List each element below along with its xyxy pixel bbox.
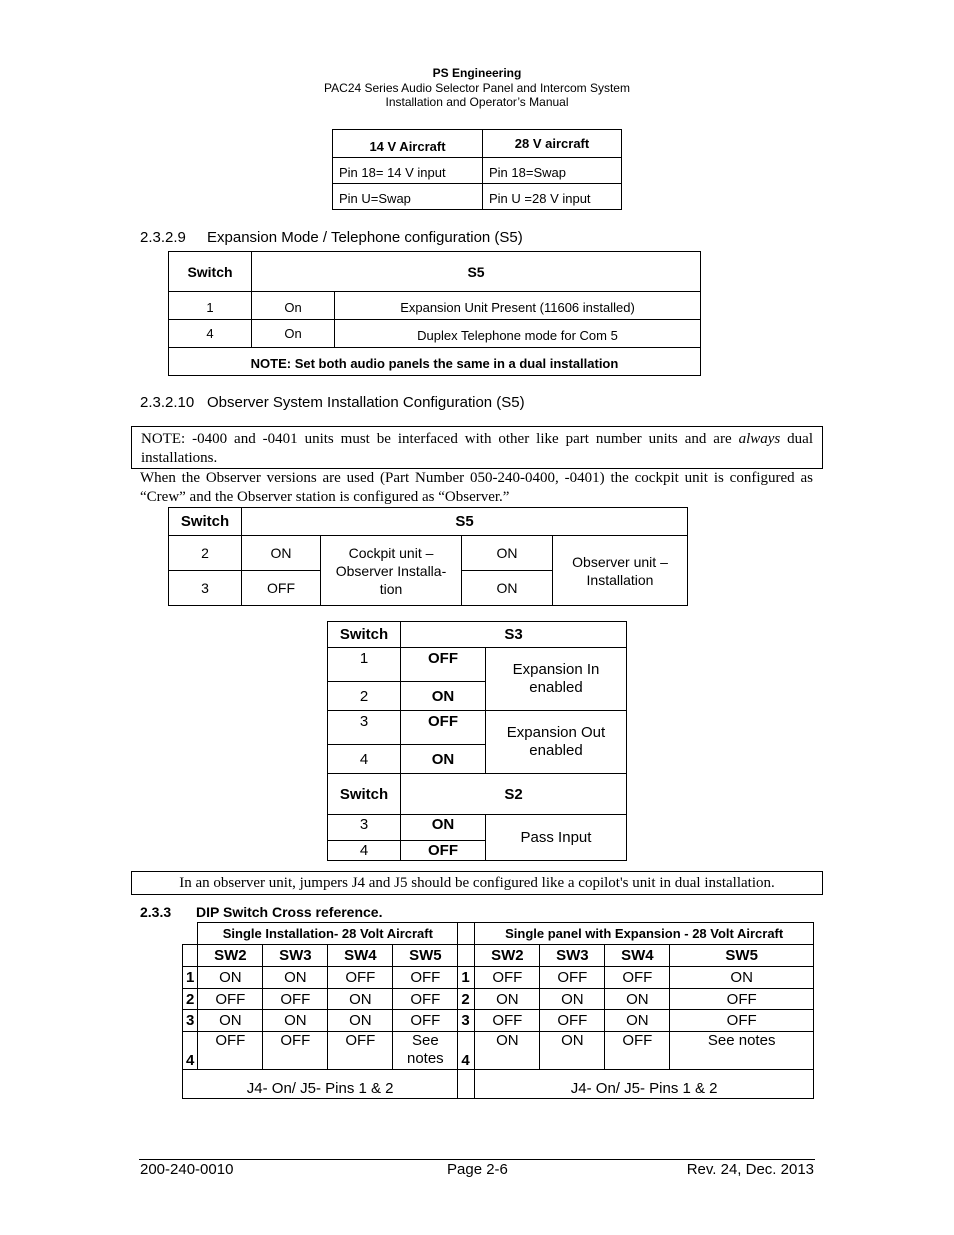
observer-s5-table <box>168 507 688 606</box>
voltage-cell: Pin U =28 V input <box>483 184 622 210</box>
s3-state-cell: OFF <box>401 711 486 745</box>
s5-switch-cell: 1 <box>169 292 252 320</box>
dip-cell: ON <box>540 1032 605 1070</box>
dip-cell: ON <box>263 967 328 989</box>
note-box <box>131 426 823 469</box>
dip-col-header: SW4 <box>328 945 393 967</box>
dip-cell: ON <box>328 989 393 1010</box>
dip-cell: See notes <box>670 1032 814 1070</box>
obs-header-switch: Switch <box>169 508 242 536</box>
dip-cross-reference-table <box>182 922 814 1099</box>
footer-rule <box>139 1159 815 1160</box>
section-title: DIP Switch Cross reference. <box>196 904 383 920</box>
s3-expansion-in: Expansion In enabled <box>486 648 627 711</box>
dip-gap <box>458 945 475 967</box>
section-title: Observer System Installation Configuration (S5) <box>207 394 525 411</box>
dip-cell: ON <box>475 1032 540 1070</box>
section-number: 2.3.3 <box>140 904 172 920</box>
dip-gap <box>458 923 475 945</box>
obs-state-cell: ON <box>462 571 553 606</box>
s2-header-s2: S2 <box>401 774 627 815</box>
dip-row-num: 2 <box>183 989 198 1010</box>
s2-switch-cell: 3 <box>328 815 401 841</box>
note-text: dual installations. <box>141 431 813 466</box>
header-company: PS Engineering <box>432 66 522 80</box>
obs-observer-label: Observer unit – Installation <box>553 536 688 606</box>
s2-pass-input: Pass Input <box>486 815 627 861</box>
dip-row-num: 3 <box>458 1010 475 1032</box>
dip-corner <box>183 923 198 945</box>
dip-corner <box>183 945 198 967</box>
observer-paragraph: When the Observer versions are used (Part Number 050-240-0400, -0401) the cockpit unit is configured as “Crew” and the Observer station is configured as “Observer.” <box>140 470 813 505</box>
s5-header-s5: S5 <box>252 252 701 292</box>
dip-cell: OFF <box>198 1032 263 1070</box>
dip-cell: OFF <box>540 967 605 989</box>
jumper-note: In an observer unit, jumpers J4 and J5 should be configured like a copilot's unit in dual installation. <box>131 871 823 895</box>
dip-cell: OFF <box>670 1010 814 1032</box>
dip-cell: ON <box>540 989 605 1010</box>
dip-row-num: 1 <box>458 967 475 989</box>
s3-state-cell: ON <box>401 682 486 711</box>
s3-switch-cell: 4 <box>328 745 401 774</box>
dip-row-num: 1 <box>183 967 198 989</box>
dip-cell: ON <box>198 1010 263 1032</box>
dip-cell: See notes <box>393 1032 458 1070</box>
dip-cell: OFF <box>605 1032 670 1070</box>
dip-row-num: 4 <box>183 1032 198 1070</box>
s3-switch-cell: 3 <box>328 711 401 745</box>
dip-cell: OFF <box>198 989 263 1010</box>
obs-state-cell: OFF <box>242 571 321 606</box>
dip-col-header: SW2 <box>475 945 540 967</box>
dip-right-footer: J4- On/ J5- Pins 1 & 2 <box>475 1070 814 1099</box>
dip-right-title: Single panel with Expansion - 28 Volt Aircraft <box>475 923 814 945</box>
dip-left-title: Single Installation- 28 Volt Aircraft <box>198 923 458 945</box>
footer-page: Page 2-6 <box>447 1161 508 1178</box>
s5-expansion-table <box>168 251 701 376</box>
dip-col-header: SW5 <box>393 945 458 967</box>
footer-revision: Rev. 24, Dec. 2013 <box>686 1161 814 1178</box>
dip-gap <box>458 1070 475 1099</box>
dip-cell: OFF <box>475 1010 540 1032</box>
header-manual: Installation and Operator’s Manual <box>385 95 569 109</box>
dip-left-footer: J4- On/ J5- Pins 1 & 2 <box>183 1070 458 1099</box>
s5-state-cell: On <box>252 292 335 320</box>
dip-col-header: SW4 <box>605 945 670 967</box>
s3-switch-cell: 1 <box>328 648 401 682</box>
s5-desc-cell: Duplex Telephone mode for Com 5 <box>335 320 701 348</box>
dip-cell: ON <box>263 1010 328 1032</box>
dip-cell: OFF <box>393 967 458 989</box>
dip-cell: OFF <box>263 989 328 1010</box>
s5-switch-cell: 4 <box>169 320 252 348</box>
s5-header-switch: Switch <box>169 252 252 292</box>
dip-cell: ON <box>605 989 670 1010</box>
obs-cockpit-label: Cockpit unit – Observer Installa-tion <box>321 536 462 606</box>
dip-cell: OFF <box>475 967 540 989</box>
dip-col-header: SW3 <box>540 945 605 967</box>
s2-state-cell: ON <box>401 815 486 841</box>
voltage-cell: Pin 18=Swap <box>483 158 622 184</box>
dip-cell: OFF <box>393 989 458 1010</box>
s2-state-cell: OFF <box>401 841 486 861</box>
s3-s2-table <box>327 621 627 861</box>
header-product: PAC24 Series Audio Selector Panel and Intercom System <box>324 81 630 95</box>
dip-col-header: SW2 <box>198 945 263 967</box>
section-title: Expansion Mode / Telephone configuration (S5) <box>207 229 523 246</box>
obs-state-cell: ON <box>242 536 321 571</box>
s3-header-s3: S3 <box>401 622 627 648</box>
dip-cell: OFF <box>328 1032 393 1070</box>
dip-cell: ON <box>670 967 814 989</box>
voltage-table <box>332 129 622 210</box>
note-emphasis: always <box>738 431 781 447</box>
s5-note: NOTE: Set both audio panels the same in a dual installation <box>169 348 701 376</box>
s3-state-cell: ON <box>401 745 486 774</box>
dip-cell: OFF <box>328 967 393 989</box>
voltage-cell: Pin U=Swap <box>333 184 483 210</box>
dip-cell: OFF <box>540 1010 605 1032</box>
s3-switch-cell: 2 <box>328 682 401 711</box>
dip-cell: ON <box>328 1010 393 1032</box>
obs-switch-cell: 3 <box>169 571 242 606</box>
s2-switch-cell: 4 <box>328 841 401 861</box>
dip-col-header: SW3 <box>263 945 328 967</box>
dip-cell: ON <box>198 967 263 989</box>
section-number: 2.3.2.9 <box>140 229 186 246</box>
dip-cell: ON <box>475 989 540 1010</box>
voltage-header-14v: 14 V Aircraft <box>333 130 483 158</box>
note-text: NOTE: -0400 and -0401 units must be interfaced with other like part number units and are <box>141 431 739 447</box>
dip-cell: OFF <box>605 967 670 989</box>
voltage-header-28v: 28 V aircraft <box>483 130 622 158</box>
obs-state-cell: ON <box>462 536 553 571</box>
obs-switch-cell: 2 <box>169 536 242 571</box>
dip-col-header: SW5 <box>670 945 814 967</box>
s2-header-switch: Switch <box>328 774 401 815</box>
dip-cell: OFF <box>393 1010 458 1032</box>
obs-header-s5: S5 <box>242 508 688 536</box>
voltage-cell: Pin 18= 14 V input <box>333 158 483 184</box>
s5-desc-cell: Expansion Unit Present (11606 installed) <box>335 292 701 320</box>
dip-cell: OFF <box>263 1032 328 1070</box>
footer-doc-number: 200-240-0010 <box>140 1161 234 1178</box>
s3-state-cell: OFF <box>401 648 486 682</box>
section-number: 2.3.2.10 <box>140 394 195 411</box>
dip-row-num: 2 <box>458 989 475 1010</box>
dip-row-num: 4 <box>458 1032 475 1070</box>
s3-expansion-out: Expansion Out enabled <box>486 711 627 774</box>
dip-cell: OFF <box>670 989 814 1010</box>
s5-state-cell: On <box>252 320 335 348</box>
dip-cell: ON <box>605 1010 670 1032</box>
s3-header-switch: Switch <box>328 622 401 648</box>
dip-row-num: 3 <box>183 1010 198 1032</box>
